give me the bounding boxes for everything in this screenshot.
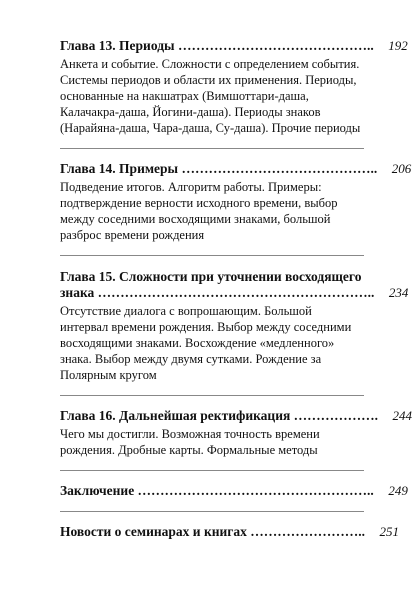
- page-number: 251: [379, 524, 400, 539]
- chapter-title: Глава 13. Периоды ……………………………………..: [60, 38, 374, 53]
- page-number: 244: [392, 408, 413, 423]
- description-line: Отсутствие диалога с вопрошающим. Большой: [60, 304, 312, 318]
- page-number: 192: [388, 38, 408, 53]
- toc-entry-chapter-14: [60, 161, 412, 243]
- divider: [60, 148, 364, 149]
- description-line: восходящими знаками. Восхождение «медленного»: [60, 336, 335, 350]
- chapter-description: [60, 303, 364, 383]
- chapter-description: [60, 426, 364, 458]
- chapter-title-continued: знака ……………………………………………………..: [60, 285, 375, 300]
- description-line: рождения. Дробные карты. Формальные методы: [60, 443, 318, 457]
- description-line: Подведение итогов. Алгоритм работы. Примеры:: [60, 180, 322, 194]
- description-line: знака. Выбор между двумя сутками. Рождение за: [60, 352, 322, 366]
- toc-entry-chapter-16: [60, 408, 413, 458]
- divider: [60, 255, 364, 256]
- description-line: основанные на накшатрах (Вимшоттари-даша,: [60, 89, 309, 103]
- chapter-description: [60, 179, 364, 243]
- chapter-title: Новости о семинарах и книгах ……………………..: [60, 524, 366, 539]
- description-line: Системы периодов и области их применения. Периоды,: [60, 73, 357, 87]
- toc-entry-chapter-13: [60, 38, 408, 136]
- chapter-title: Глава 15. Сложности при уточнении восходящего: [60, 269, 362, 284]
- description-line: Полярным кругом: [60, 368, 157, 382]
- chapter-description: [60, 56, 364, 136]
- toc-entry-chapter-15: [60, 268, 409, 383]
- chapter-title: Заключение ……………………………………………..: [60, 483, 374, 498]
- divider: [60, 395, 364, 396]
- description-line: Анкета и событие. Сложности с определением события.: [60, 57, 360, 71]
- page-number: 234: [388, 285, 409, 300]
- description-line: подтверждение верности исходного времени, выбор: [60, 196, 338, 210]
- description-line: (Нарайяна-даша, Чара-даша, Су-даша). Прочие периоды: [60, 121, 361, 135]
- page-number: 206: [391, 161, 412, 176]
- page-number: 249: [388, 483, 408, 498]
- description-line: Чего мы достигли. Возможная точность времени: [60, 427, 320, 441]
- chapter-title: Глава 14. Примеры ……………………………………..: [60, 161, 378, 176]
- chapter-title: Глава 16. Дальнейшая ректификация ……………….: [60, 408, 379, 423]
- toc-entry-news: [60, 524, 400, 540]
- description-line: между соседними восходящими знаками, большой: [60, 212, 331, 226]
- toc-entry-conclusion: [60, 483, 408, 499]
- divider: [60, 511, 364, 512]
- divider: [60, 470, 364, 471]
- description-line: интервал времени рождения. Выбор между соседними: [60, 320, 352, 334]
- description-line: разброс времени рождения: [60, 228, 205, 242]
- description-line: Калачакра-даша, Йогини-даша). Периоды знаков: [60, 105, 321, 119]
